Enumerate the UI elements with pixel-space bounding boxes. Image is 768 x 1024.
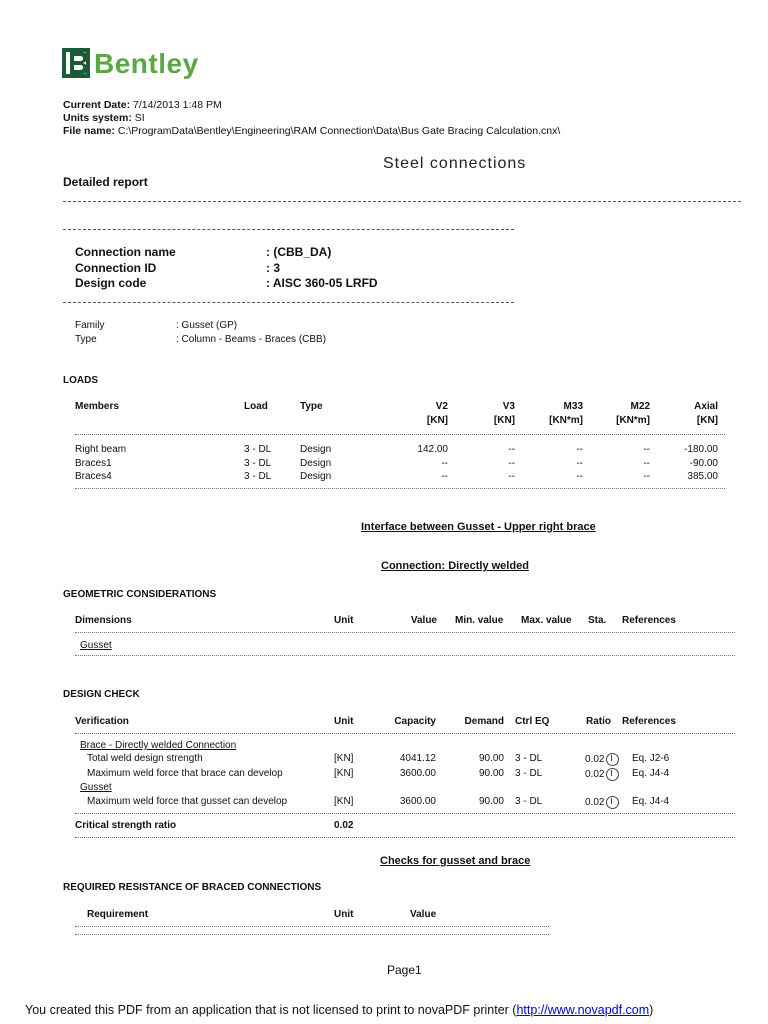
check-ok-icon <box>606 753 619 766</box>
brand-name: Bentley <box>94 48 199 79</box>
check-ok-icon <box>606 768 619 781</box>
divider <box>75 813 735 814</box>
divider <box>75 434 725 435</box>
geo-item-gusset: Gusset <box>80 640 112 651</box>
design-check-heading: DESIGN CHECK <box>63 689 140 700</box>
dc-header-verification: Verification <box>75 716 129 727</box>
loads-header-m33: M33 <box>563 401 583 412</box>
connection-values: : (CBB_DA) : 3 : AISC 360-05 LRFD <box>266 245 378 290</box>
table-row: Maximum weld force that brace can develop [KN] 3600.00 90.00 3 - DL 0.02 Eq. J4-4 <box>87 768 670 781</box>
table-row: Maximum weld force that gusset can develop [KN] 3600.00 90.00 3 - DL 0.02 Eq. J4-4 <box>87 796 670 809</box>
dc-header-demand: Demand <box>464 716 504 727</box>
geo-header-max: Max. value <box>521 615 572 626</box>
dc-group-brace: Brace - Directly welded Connection <box>80 740 237 751</box>
interface-title: Interface between Gusset - Upper right brace <box>361 521 596 533</box>
geo-header-value: Value <box>410 615 437 626</box>
table-row: Braces4 3 - DL Design -- -- -- -- 385.00 <box>75 471 718 482</box>
divider <box>75 655 735 656</box>
geo-header-dimensions: Dimensions <box>75 615 132 626</box>
divider <box>75 632 735 633</box>
check-ok-icon <box>606 796 619 809</box>
geometric-heading: GEOMETRIC CONSIDERATIONS <box>63 589 217 600</box>
divider <box>75 934 549 935</box>
divider <box>75 926 549 927</box>
loads-header-members: Members <box>75 401 119 412</box>
loads-unit-v3: [KN] <box>493 415 515 426</box>
checks-heading: REQUIRED RESISTANCE OF BRACED CONNECTIONS <box>63 882 322 893</box>
geo-header-min: Min. value <box>455 615 504 626</box>
units-system: Units system: SI <box>63 112 145 124</box>
divider <box>63 201 741 202</box>
divider <box>75 488 725 489</box>
divider <box>63 302 514 303</box>
footer-notice: You created this PDF from an application that is not licensed to print to novaPDF printer (http://www.novapdf.com) <box>25 1003 654 1017</box>
loads-rows <box>75 443 725 484</box>
geo-header-sta: Sta. <box>588 615 607 626</box>
critical-ratio-value: 0.02 <box>334 820 354 831</box>
loads-heading: LOADS <box>63 375 98 386</box>
dc-header-ctrl: Ctrl EQ <box>515 716 550 727</box>
loads-header-type: Type <box>300 401 323 412</box>
divider <box>63 229 514 230</box>
divider <box>75 733 735 734</box>
loads-unit-axial: [KN] <box>696 415 718 426</box>
bentley-logo <box>62 46 212 86</box>
loads-unit-m22: [KN*m] <box>616 415 650 426</box>
geo-header-unit: Unit <box>334 615 354 626</box>
loads-unit-v2: [KN] <box>426 415 448 426</box>
divider <box>75 837 735 838</box>
loads-unit-m33: [KN*m] <box>549 415 583 426</box>
file-name: File name: C:\ProgramData\Bentley\Engineering\RAM Connection\Data\Bus Gate Bracing Calculation.cnx\ <box>63 125 561 137</box>
family-labels: Family Type <box>75 320 105 345</box>
dc-header-unit: Unit <box>334 716 354 727</box>
req-header-requirement: Requirement <box>87 909 149 920</box>
family-values: : Gusset (GP) : Column - Beams - Braces (CBB) <box>176 320 327 345</box>
table-row: Right beam 3 - DL Design 142.00 -- -- -- -180.00 <box>75 444 718 455</box>
geo-header-refs: References <box>622 615 676 626</box>
checks-title: Checks for gusset and brace <box>380 855 531 867</box>
dc-header-refs: References <box>622 716 676 727</box>
loads-header-axial: Axial <box>694 401 718 412</box>
critical-ratio-label: Critical strength ratio <box>75 820 177 831</box>
report-title: Steel connections <box>383 155 527 172</box>
page-number: Page1 <box>387 963 422 977</box>
loads-header-v3: V3 <box>502 401 515 412</box>
interface-connection: Connection: Directly welded <box>381 560 529 572</box>
loads-header-load: Load <box>244 401 268 412</box>
dc-group-gusset: Gusset <box>80 782 112 793</box>
loads-header-m22: M22 <box>630 401 650 412</box>
connection-labels: Connection name Connection ID Design code <box>75 245 176 290</box>
loads-header-v2: V2 <box>435 401 448 412</box>
table-row: Braces1 3 - DL Design -- -- -- -- -90.00 <box>75 457 718 469</box>
table-row: Total weld design strength [KN] 4041.12 90.00 3 - DL 0.02 Eq. J2-6 <box>87 753 670 766</box>
req-header-unit: Unit <box>334 909 354 920</box>
bentley-b-icon <box>62 46 92 80</box>
req-header-value: Value <box>410 909 437 920</box>
dc-header-capacity: Capacity <box>394 716 436 727</box>
current-date: Current Date: 7/14/2013 1:48 PM <box>63 99 222 111</box>
report-subtitle: Detailed report <box>63 175 148 189</box>
dc-header-ratio: Ratio <box>586 716 611 727</box>
novapdf-link[interactable]: http://www.novapdf.com <box>516 1003 650 1017</box>
